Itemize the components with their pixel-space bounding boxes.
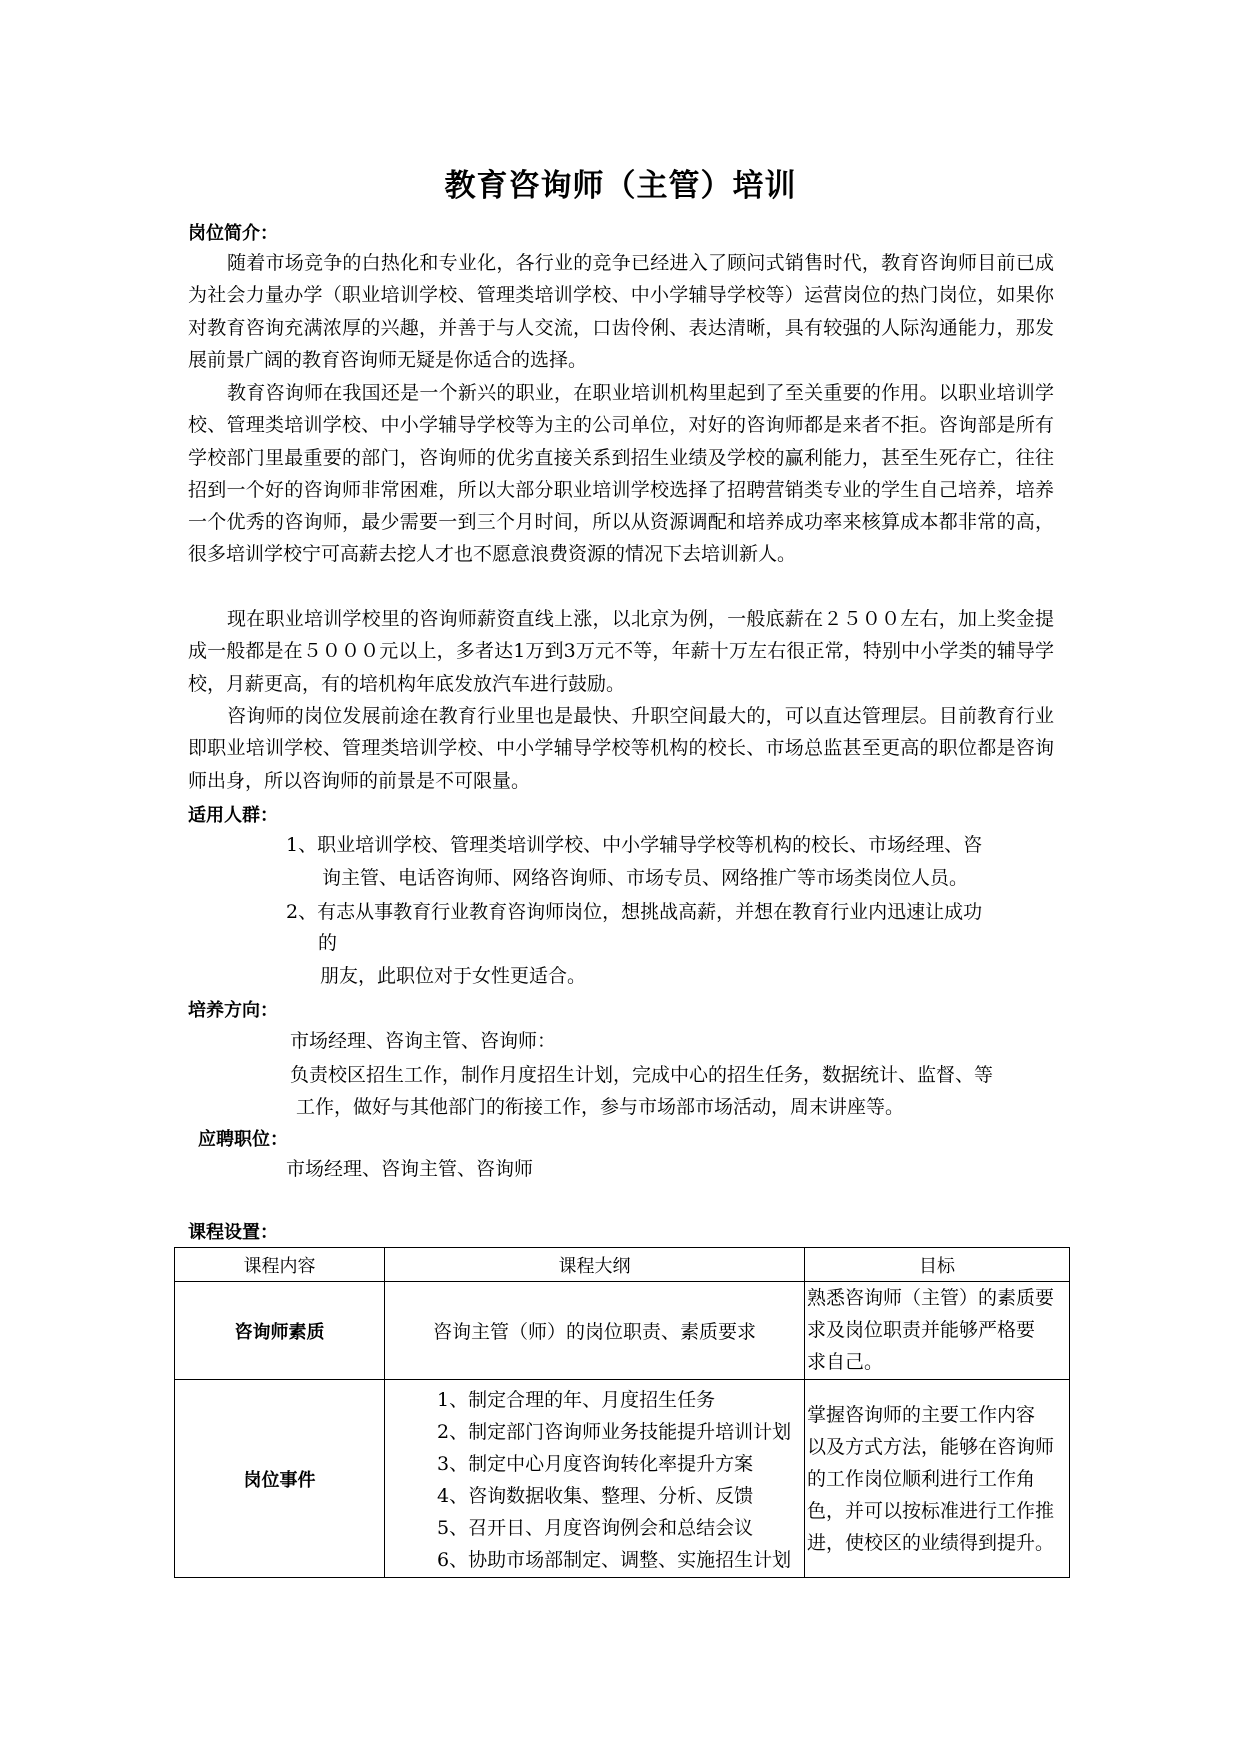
courses-heading: 课程设置： <box>188 1222 278 1243</box>
intro-paragraph-1: 随着市场竞争的白热化和专业化，各行业的竞争已经进入了顾问式销售时代，教育咨询师目前已成为社会力量办学（职业培训学校、管理类培训学校、中小学辅导学校等）运营岗位的热门岗位，如果你对教育咨询充满浓厚的兴趣，并善于与人交流，口齿伶俐、表达清晰，具有较强的人际沟通能力，那发展前景广阔的教育咨询师无疑是你适合的选择。 <box>188 252 1054 371</box>
goal-line: 求自己。 <box>807 1351 884 1373</box>
direction-heading: 培养方向： <box>188 1000 278 1021</box>
goal-line: 进，使校区的业绩得到提升。 <box>807 1531 1055 1554</box>
column-header-content: 课程内容 <box>175 1248 385 1282</box>
direction-line-1: 市场经理、咨询主管、咨询师： <box>290 1030 557 1052</box>
goal-line: 掌握咨询师的主要工作内容 <box>807 1403 1036 1426</box>
course-goal-cell <box>805 1380 1070 1578</box>
outline-item: 3、制定中心月度咨询转化率提升方案 <box>437 1453 754 1475</box>
audience-item-2-line-1: 2、有志从事教育行业教育咨询师岗位，想挑战高薪，并想在教育行业内迅速让成功 <box>286 901 983 923</box>
table-row <box>175 1282 1070 1380</box>
audience-item-1-line-2: 询主管、电话咨询师、网络咨询师、市场专员、网络推广等市场类岗位人员。 <box>322 867 969 889</box>
intro-paragraph-4: 咨询师的岗位发展前途在教育行业里也是最快、升职空间最大的，可以直达管理层。目前教育行业即职业培训学校、管理类培训学校、中小学辅导学校等机构的校长、市场总监甚至更高的职位都是咨询师出身，所以咨询师的前景是不可限量。 <box>188 705 1054 792</box>
column-header-outline: 课程大纲 <box>385 1248 805 1282</box>
goal-line: 以及方式方法，能够在咨询师 <box>807 1435 1055 1458</box>
document-title: 教育咨询师（主管）培训 <box>444 168 797 204</box>
intro-paragraph-3: 现在职业培训学校里的咨询师薪资直线上涨，以北京为例，一般底薪在２５００左右，加上奖金提成一般都是在５０００元以上，多者达1万到3万元不等，年薪十万左右很正常，特别中小学类的辅导学校，月薪更高，有的培机构年底发放汽车进行鼓励。 <box>188 608 1054 695</box>
course-name-cell: 岗位事件 <box>175 1380 385 1578</box>
outline-item: 5、召开日、月度咨询例会和总结会议 <box>437 1517 754 1539</box>
course-name-cell: 咨询师素质 <box>175 1282 385 1380</box>
outline-item: 6、协助市场部制定、调整、实施招生计划 <box>437 1549 792 1571</box>
outline-item: 2、制定部门咨询师业务技能提升培训计划 <box>437 1421 792 1443</box>
outline-item: 4、咨询数据收集、整理、分析、反馈 <box>437 1485 754 1507</box>
goal-line: 色，并可以按标准进行工作推 <box>807 1499 1055 1522</box>
outline-item: 1、制定合理的年、月度招生任务 <box>437 1389 716 1411</box>
course-outline-cell: 咨询主管（师）的岗位职责、素质要求 <box>385 1282 805 1380</box>
table-header-row <box>175 1248 1070 1282</box>
audience-item-1-line-1: 1、职业培训学校、管理类培训学校、中小学辅导学校等机构的校长、市场经理、咨 <box>286 834 983 856</box>
goal-line: 求及岗位职责并能够严格要 <box>807 1319 1036 1341</box>
course-goal-cell <box>805 1282 1070 1380</box>
column-header-goal: 目标 <box>805 1248 1070 1282</box>
goal-line: 熟悉咨询师（主管）的素质要 <box>807 1287 1055 1309</box>
intro-heading: 岗位简介： <box>188 223 278 244</box>
intro-paragraph-2: 教育咨询师在我国还是一个新兴的职业，在职业培训机构里起到了至关重要的作用。以职业培训学校、管理类培训学校、中小学辅导学校等为主的公司单位，对好的咨询师都是来者不拒。咨询部是所有学校部门里最重要的部门，咨询师的优劣直接关系到招生业绩及学校的赢利能力，甚至生死存亡，往往招到一个好的咨询师非常困难，所以大部分职业培训学校选择了招聘营销类专业的学生自己培养，培养一个优秀的咨询师，最少需要一到三个月时间，所以从资源调配和培养成功率来核算成本都非常的高，很多培训学校宁可高薪去挖人才也不愿意浪费资源的情况下去培训新人。 <box>188 382 1054 566</box>
positions-text: 市场经理、咨询主管、咨询师 <box>286 1158 534 1180</box>
goal-line: 的工作岗位顺利进行工作角 <box>807 1467 1036 1490</box>
direction-line-3: 工作，做好与其他部门的衔接工作，参与市场部市场活动，周末讲座等。 <box>296 1096 905 1118</box>
course-table <box>174 1247 1070 1578</box>
audience-item-2-line-2: 的 <box>318 932 338 954</box>
course-outline-cell <box>385 1380 805 1578</box>
positions-heading: 应聘职位： <box>198 1129 288 1150</box>
table-row <box>175 1380 1070 1578</box>
audience-item-2-line-3: 朋友，此职位对于女性更适合。 <box>320 965 587 987</box>
direction-line-2: 负责校区招生工作，制作月度招生计划，完成中心的招生任务，数据统计、监督、等 <box>290 1064 994 1086</box>
audience-heading: 适用人群： <box>188 805 278 826</box>
